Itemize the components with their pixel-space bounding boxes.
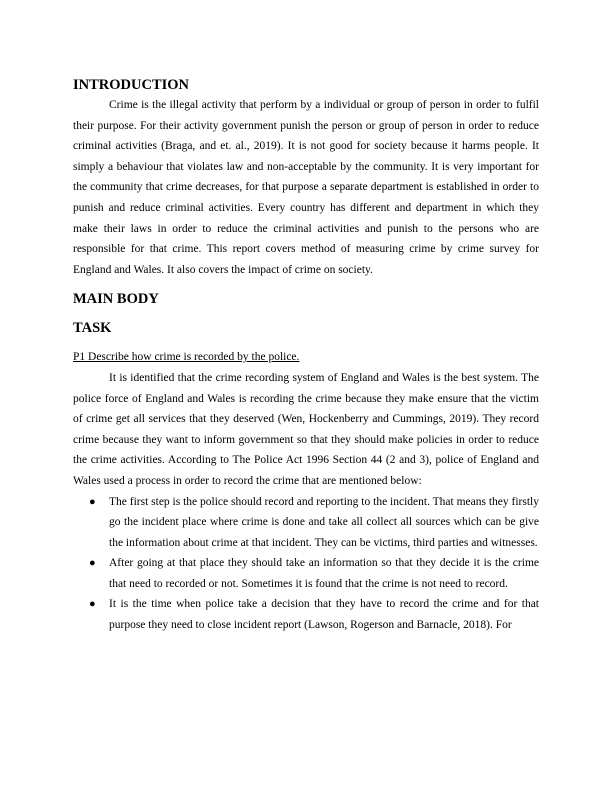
bullet-icon: ● — [89, 598, 96, 611]
main-body-heading: MAIN BODY — [73, 291, 159, 308]
list-item — [73, 594, 539, 635]
page-content — [73, 76, 539, 636]
list-item-text: The first step is the police should record and reporting to the incident. That means they firstly go the incident place where crime is done and take all collect all sources which can be give the information about crime at that incident. They can be victims, third parties and witnesses. — [109, 495, 539, 549]
bullet-icon: ● — [89, 557, 96, 570]
p1-subheading: P1 Describe how crime is recorded by the police. — [73, 351, 300, 364]
process-bullet-list — [73, 492, 539, 636]
list-item — [73, 553, 539, 594]
list-item-text: After going at that place they should take an information so that they decide it is the crime that need to recorded or not. Sometimes it is found that the crime is not need to record. — [109, 557, 539, 590]
introduction-paragraph: Crime is the illegal activity that perform by a individual or group of person in order to fulfil their purpose. For their activity government punish the person or group of person in order to reduce criminal activities (Braga, and et. al., 2019). It is not good for society because it harms people. It simply a behaviour that violates law and non-acceptable by the community. It is very important for the community that crime decreases, for that purpose a separate department is established in order to punish and reduce criminal activities. Every country has different and department in which they make their laws in order to reduce the criminal activities and punish to the persons who are responsible for that crime. This report covers method of measuring crime by crime survey for England and Wales. It also covers the impact of crime on society. — [73, 99, 539, 276]
p1-paragraph: It is identified that the crime recording system of England and Wales is the best system. The police force of England and Wales is recording the crime because they make ensure that the victim of crime get all services that they deserved (Wen, Hockenberry and Cummings, 2019). They record crime because they want to inform government so that they should make policies in order to reduce the crime activities. According to The Police Act 1996 Section 44 (2 and 3), police of England and Wales used a process in order to record the crime that are mentioned below: — [73, 371, 539, 487]
list-item — [73, 492, 539, 554]
introduction-heading: INTRODUCTION — [73, 77, 190, 93]
task-heading: TASK — [73, 320, 112, 337]
list-item-text: It is the time when police take a decision that they have to record the crime and for that purpose they need to close incident report (Lawson, Rogerson and Barnacle, 2018). For — [109, 598, 539, 632]
bullet-icon: ● — [89, 495, 96, 508]
